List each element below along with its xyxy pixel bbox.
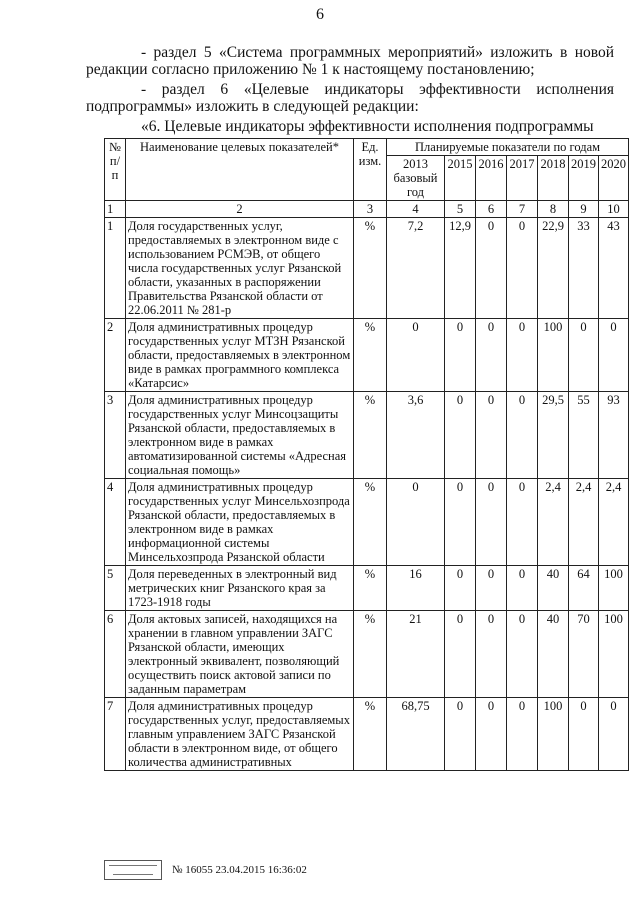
- indicator-unit: %: [354, 218, 387, 319]
- indicator-unit: %: [354, 479, 387, 566]
- indicator-value: 70: [569, 611, 599, 698]
- page-number: 6: [316, 6, 324, 23]
- header-2016: 2016: [476, 156, 507, 201]
- indicator-value: 0: [476, 479, 507, 566]
- indicator-value: 93: [599, 392, 629, 479]
- row-number: 3: [105, 392, 126, 479]
- header-unit: Ед. изм.: [354, 139, 387, 201]
- indicator-value: 33: [569, 218, 599, 319]
- indicator-value: 40: [538, 611, 569, 698]
- indicator-name: Доля государственных услуг, предоставляемых в электронном виде с использованием РСМЭВ, от общего числа государственных услуг Рязанской области, указанных в распоряжении Правительства Рязанской области от 22.06.2011 № 281-р: [126, 218, 354, 319]
- indicator-value: 43: [599, 218, 629, 319]
- indicator-value: 0: [507, 566, 538, 611]
- indicator-name: Доля административных процедур государственных услуг Минсоцзащиты Рязанской области, предоставляемых в электронном виде в рамках автоматизированной системы «Адресная социальная помощь»: [126, 392, 354, 479]
- indicator-name: Доля актовых записей, находящихся на хранении в главном управлении ЗАГС Рязанской области, имеющих электронный эквивалент, позволяющий осуществить поиск актовой записи по заданным параметрам: [126, 611, 354, 698]
- indicator-value: 7,2: [387, 218, 445, 319]
- indicator-name: Доля административных процедур государственных услуг, предоставляемых главным управлением ЗАГС Рязанской области в электронном виде, от общего количества административных: [126, 698, 354, 771]
- col-index: 6: [476, 201, 507, 218]
- indicator-name: Доля административных процедур государственных услуг Минсельхозпрода Рязанской области, предоставляемых в электронном виде в рамках информационной системы Минсельхозпрода Рязанской области: [126, 479, 354, 566]
- column-index-row: [105, 201, 629, 218]
- indicator-value: 68,75: [387, 698, 445, 771]
- indicator-value: 0: [445, 479, 476, 566]
- header-2018: 2018: [538, 156, 569, 201]
- header-2015: 2015: [445, 156, 476, 201]
- indicator-value: 0: [507, 392, 538, 479]
- indicator-value: 12,9: [445, 218, 476, 319]
- indicator-value: 0: [569, 319, 599, 392]
- indicator-value: 0: [476, 218, 507, 319]
- table-title: «6. Целевые индикаторы эффективности исполнения подпрограммы: [141, 118, 594, 135]
- indicator-value: 0: [387, 479, 445, 566]
- indicator-value: 16: [387, 566, 445, 611]
- indicator-value: 0: [445, 611, 476, 698]
- indicator-value: 0: [507, 319, 538, 392]
- table-row: [105, 611, 629, 698]
- indicator-value: 0: [476, 392, 507, 479]
- table-row: [105, 319, 629, 392]
- indicator-value: 0: [476, 698, 507, 771]
- registration-number: № 16055 23.04.2015 16:36:02: [172, 864, 307, 876]
- indicator-unit: %: [354, 611, 387, 698]
- indicator-value: 3,6: [387, 392, 445, 479]
- indicator-value: 64: [569, 566, 599, 611]
- indicator-value: 55: [569, 392, 599, 479]
- header-2017: 2017: [507, 156, 538, 201]
- indicator-value: 29,5: [538, 392, 569, 479]
- indicator-unit: %: [354, 392, 387, 479]
- indicator-value: 40: [538, 566, 569, 611]
- table-row: [105, 566, 629, 611]
- indicator-name: Доля переведенных в электронный вид метрических книг Рязанского края за 1723-1918 годы: [126, 566, 354, 611]
- indicator-unit: %: [354, 566, 387, 611]
- indicator-value: 0: [476, 611, 507, 698]
- paragraph-section5: - раздел 5 «Система программных мероприятий» изложить в новой редакции согласно приложению № 1 к настоящему постановлению;: [86, 44, 614, 78]
- indicator-value: 0: [569, 698, 599, 771]
- table-row: [105, 479, 629, 566]
- indicator-value: 100: [538, 319, 569, 392]
- row-number: 7: [105, 698, 126, 771]
- indicator-value: 0: [507, 479, 538, 566]
- col-index: 4: [387, 201, 445, 218]
- col-index: 7: [507, 201, 538, 218]
- col-index: 2: [126, 201, 354, 218]
- indicator-value: 0: [445, 392, 476, 479]
- indicator-value: 0: [445, 566, 476, 611]
- col-index: 9: [569, 201, 599, 218]
- indicator-value: 0: [387, 319, 445, 392]
- indicator-value: 100: [599, 566, 629, 611]
- header-num: № п/п: [105, 139, 126, 201]
- indicator-value: 2,4: [569, 479, 599, 566]
- header-2020: 2020: [599, 156, 629, 201]
- indicator-value: 100: [538, 698, 569, 771]
- row-number: 4: [105, 479, 126, 566]
- row-number: 6: [105, 611, 126, 698]
- indicator-unit: %: [354, 698, 387, 771]
- header-2019: 2019: [569, 156, 599, 201]
- table-row: [105, 698, 629, 771]
- indicator-value: 21: [387, 611, 445, 698]
- paragraph-section6: - раздел 6 «Целевые индикаторы эффективности исполнения подпрограммы» изложить в следующей редакции:: [86, 81, 614, 115]
- indicator-name: Доля административных процедур государственных услуг МТЗН Рязанской области, предоставляемых в электронном виде в рамках программного комплекса «Катарсис»: [126, 319, 354, 392]
- indicator-value: 22,9: [538, 218, 569, 319]
- indicator-value: 100: [599, 611, 629, 698]
- table-row: [105, 392, 629, 479]
- indicator-value: 0: [599, 319, 629, 392]
- indicator-value: 2,4: [599, 479, 629, 566]
- header-plan: Планируемые показатели по годам: [387, 139, 629, 156]
- col-index: 3: [354, 201, 387, 218]
- indicator-value: 0: [445, 319, 476, 392]
- indicator-value: 0: [507, 218, 538, 319]
- row-number: 5: [105, 566, 126, 611]
- indicator-value: 0: [507, 698, 538, 771]
- col-index: 10: [599, 201, 629, 218]
- indicator-value: 2,4: [538, 479, 569, 566]
- indicator-value: 0: [476, 566, 507, 611]
- government-stamp-icon: [104, 860, 162, 880]
- indicator-value: 0: [476, 319, 507, 392]
- indicators-table: [104, 138, 629, 771]
- col-index: 8: [538, 201, 569, 218]
- footer: [104, 860, 307, 880]
- row-number: 1: [105, 218, 126, 319]
- indicator-value: 0: [599, 698, 629, 771]
- header-2013: 2013 базовый год: [387, 156, 445, 201]
- table-row: [105, 218, 629, 319]
- col-index: 5: [445, 201, 476, 218]
- indicator-value: 0: [445, 698, 476, 771]
- indicator-unit: %: [354, 319, 387, 392]
- col-index: 1: [105, 201, 126, 218]
- row-number: 2: [105, 319, 126, 392]
- indicator-value: 0: [507, 611, 538, 698]
- header-name: Наименование целевых показателей*: [126, 139, 354, 201]
